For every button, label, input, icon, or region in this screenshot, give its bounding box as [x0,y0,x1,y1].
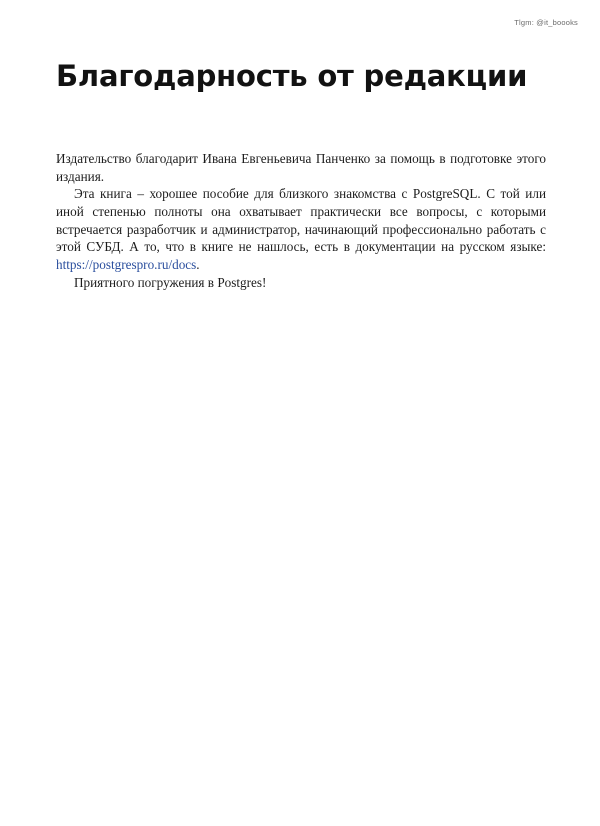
page-title: Благодарность от редакции [56,59,528,94]
paragraph-1 [56,150,546,185]
paragraph-2-text-after: . [196,257,200,273]
paragraph-1-text: Издательство благодарит Ивана Евгеньевича Панченко за помощь в подготовке этого издания. [56,151,546,184]
watermark-text: Tlgm: @it_boooks [514,18,578,27]
paragraph-2 [56,185,546,273]
paragraph-3-text: Приятного погружения в Postgres! [74,274,267,290]
paragraph-3 [56,274,546,292]
body-content [56,150,546,292]
postgrespro-docs-link[interactable]: https://postgrespro.ru/docs [56,257,197,273]
paragraph-2-text-before: Эта книга – хорошее пособие для близкого знакомства с PostgreSQL. С той или иной степенью полноты она охватывает практически все вопросы, с которыми встречается разработчик и администратор, начинающий профессионально работать с этой СУБД. А то, что в книге не нашлось, есть в документации на русском языке: [56,186,546,255]
